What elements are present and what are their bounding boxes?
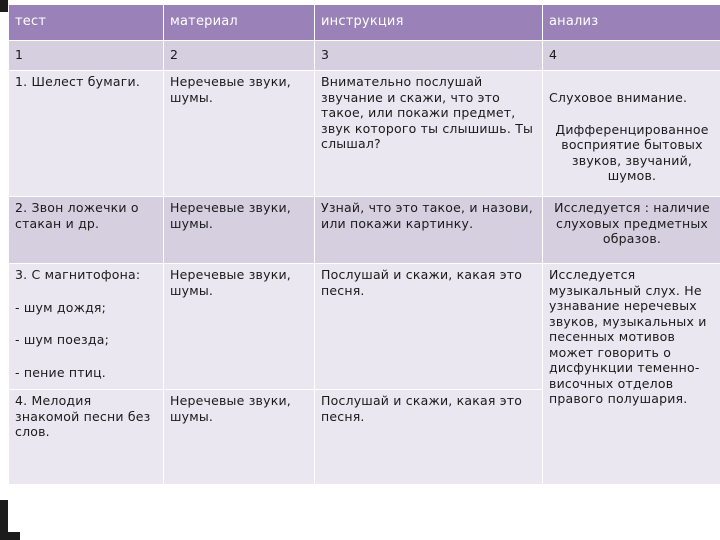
test-cell: 1. Шелест бумаги. — [9, 71, 164, 197]
table-row — [9, 264, 720, 390]
test-table — [8, 4, 720, 485]
header-cell-test: тест — [9, 5, 164, 41]
material-cell: Неречевые звуки, шумы. — [164, 390, 315, 485]
instruction-cell: Узнай, что это такое, и назови, или покажи картинку. — [315, 197, 543, 264]
number-row — [9, 41, 720, 71]
corner-decoration — [0, 532, 20, 540]
analysis-cell: Исследуется : наличие слуховых предметных образов. — [543, 197, 720, 264]
number-cell: 3 — [315, 41, 543, 71]
test-cell — [9, 264, 164, 390]
instruction-cell: Послушай и скажи, какая это песня. — [315, 264, 543, 390]
test-title: 3. С магнитофона: — [15, 267, 141, 282]
material-cell: Неречевые звуки, шумы. — [164, 264, 315, 390]
material-cell: Неречевые звуки, шумы. — [164, 197, 315, 264]
header-cell-analysis: анализ — [543, 5, 720, 41]
instruction-cell: Послушай и скажи, какая это песня. — [315, 390, 543, 485]
number-cell: 1 — [9, 41, 164, 71]
test-cell: 2. Звон ложечки о стакан и др. — [9, 197, 164, 264]
number-cell: 2 — [164, 41, 315, 71]
analysis-text: Слуховое внимание. — [549, 90, 688, 105]
corner-decoration — [0, 0, 8, 12]
analysis-cell: Исследуется музыкальный слух. Не узнавание неречевых звуков, музыкальных и песенных мотивов может говорить о дисфункции теменно-височных отделов правого полушария. — [543, 264, 720, 485]
header-cell-instruction: инструкция — [315, 5, 543, 41]
table-row — [9, 197, 720, 264]
header-row — [9, 5, 720, 41]
header-cell-material: материал — [164, 5, 315, 41]
test-item: - шум дождя; — [15, 299, 107, 315]
test-item: - пение птиц. — [15, 364, 106, 380]
test-item: - шум поезда; — [15, 332, 109, 347]
material-cell: Неречевые звуки, шумы. — [164, 71, 315, 197]
table-row — [9, 71, 720, 197]
analysis-text: Дифференцированное восприятие бытовых звуков, звучаний, шумов. — [555, 121, 709, 183]
number-cell: 4 — [543, 41, 720, 71]
test-cell: 4. Мелодия знакомой песни без слов. — [9, 390, 164, 485]
analysis-cell — [543, 71, 720, 197]
instruction-cell: Внимательно послушай звучание и скажи, что это такое, или покажи предмет, звук которого ты слышишь. Ты слышал? — [315, 71, 543, 197]
